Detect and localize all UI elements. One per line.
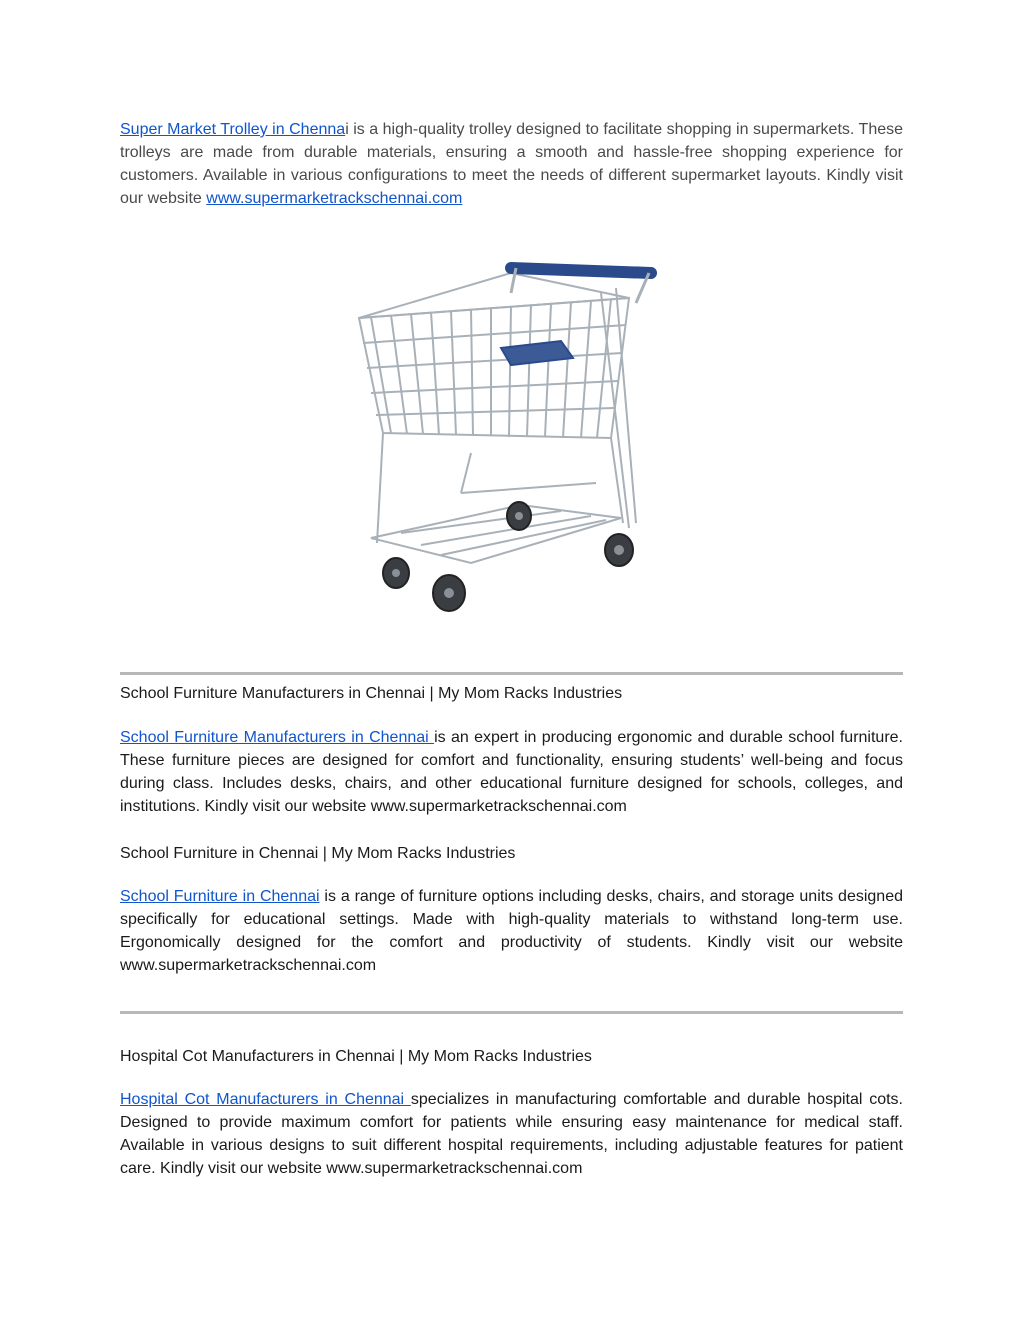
section-paragraph [120,885,903,977]
intro-text: i is a high-quality trolley designed to facilitate shopping in supermarkets. These trolleys are made from durable materials, ensuring a smooth and hassle-free shopping experience for customers. Available in various configurations to meet the needs of different supermarket layouts. Kindly visit our website [120,121,904,207]
hospital-cot-manufacturers-link[interactable]: Hospital Cot Manufacturers in Chennai [120,1091,411,1108]
section-text: is a range of furniture options including desks, chairs, and storage units designed specifically for educational settings. Made with high-quality materials to withstand long-term use. Ergonomically designed for the comfort and productivity of students. Kindly visit our website www.supermarketrackschennai.com [120,888,903,974]
website-link[interactable]: www.supermarketrackschennai.com [206,190,463,207]
section-paragraph [120,1088,903,1180]
section-text: is an expert in producing ergonomic and durable school furniture. These furniture pieces are designed for comfort and functionality, ensuring students’ well-being and focus during class. Includes desks, chairs, and other educational furniture designed for schools, colleges, and institutions. Kindly visit our website www.supermarketrackschennai.com [120,729,903,815]
section-heading: Hospital Cot Manufacturers in Chennai | My Mom Racks Industries [120,1048,592,1065]
intro-paragraph [120,118,903,210]
school-furniture-link[interactable]: School Furniture in Chennai [120,888,320,905]
horizontal-divider [120,672,903,675]
section-paragraph [120,726,903,818]
shopping-trolley-image [311,233,711,637]
school-furniture-manufacturers-link[interactable]: School Furniture Manufacturers in Chennai [120,729,435,746]
section-heading: School Furniture Manufacturers in Chennai | My Mom Racks Industries [120,685,623,702]
horizontal-divider [120,1011,903,1014]
section-heading: School Furniture in Chennai | My Mom Racks Industries [120,845,516,862]
shopping-trolley-icon [311,233,711,637]
section-text: specializes in manufacturing comfortable and durable hospital cots. Designed to provide maximum comfort for patients while ensuring easy maintenance for medical staff. Available in various designs to suit different hospital requirements, including adjustable features for patient care. Kindly visit our website www.supermarketrackschennai.com [120,1091,903,1177]
supermarket-trolley-link[interactable]: Super Market Trolley in Chenna [120,121,346,138]
